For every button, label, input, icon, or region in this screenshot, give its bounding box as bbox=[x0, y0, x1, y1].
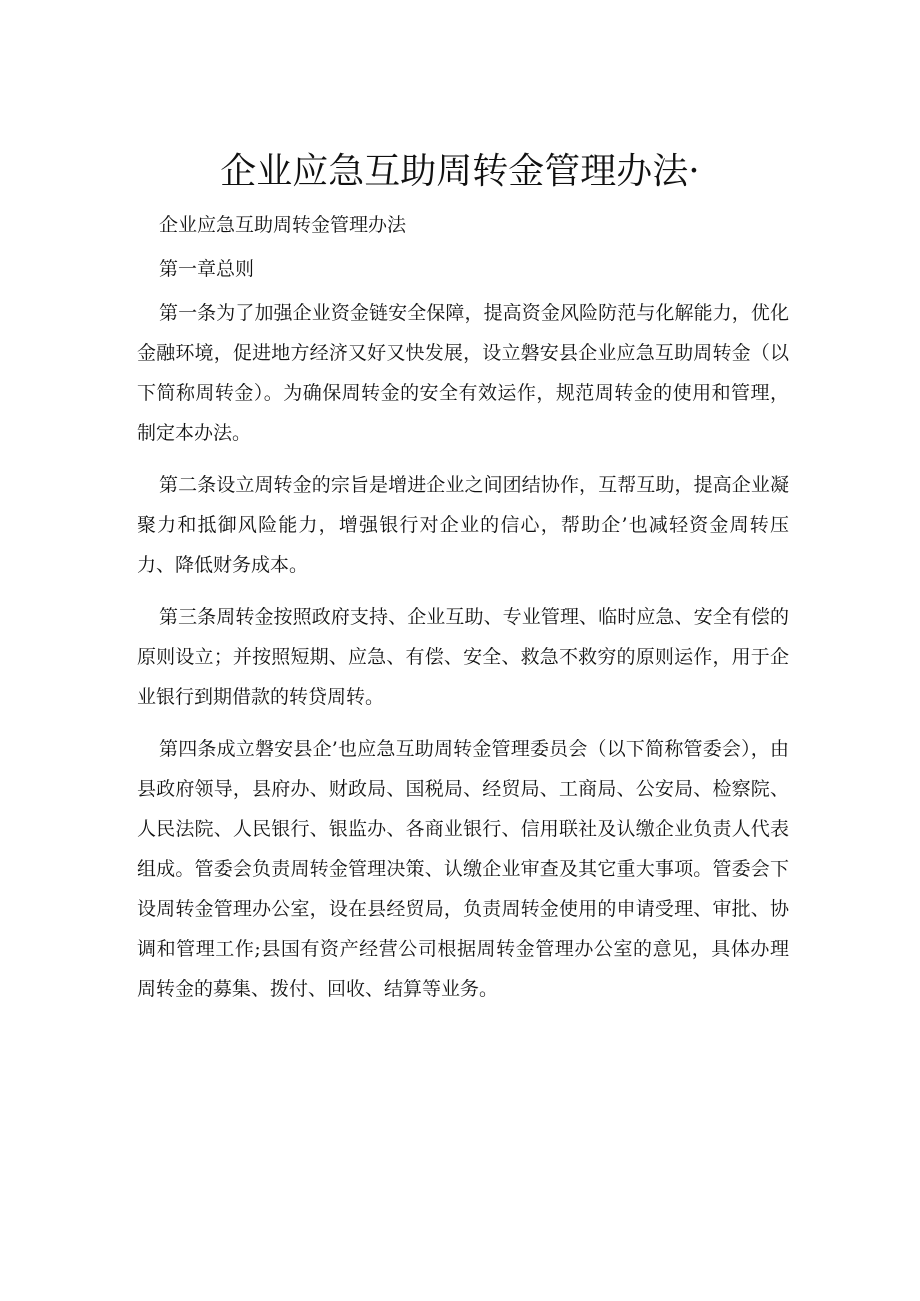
document-subtitle: 企业应急互助周转金管理办法 bbox=[159, 214, 407, 236]
chapter-heading: 第一章总则 bbox=[159, 258, 255, 280]
document-body bbox=[137, 205, 789, 1009]
article-3: 第三条周转金按照政府支持、企业互助、专业管理、临时应急、安全有偿的原则设立；并按照短期、应急、有偿、安全、救急不救穷的原则运作，用于企业银行到期借款的转贷周转。 bbox=[137, 606, 789, 708]
article-2: 第二条设立周转金的宗旨是增进企业之间团结协作，互帮互助，提高企业凝聚力和抵御风险能力，增强银行对企业的信心，帮助企’也减轻资金周转压力、降低财务成本。 bbox=[137, 474, 789, 576]
article-1: 第一条为了加强企业资金链安全保障，提高资金风险防范与化解能力，优化金融环境，促进地方经济又好又快发展，设立磐安县企业应急互助周转金（以下简称周转金）。为确保周转金的安全有效运作，规范周转金的使用和管理，制定本办法。 bbox=[137, 302, 789, 444]
article-4: 第四条成立磐安县企’也应急互助周转金管理委员会（以下简称管委会），由县政府领导，县府办、财政局、国税局、经贸局、工商局、公安局、检察院、人民法院、人民银行、银监办、各商业银行、信用联社及认缴企业负责人代表组成。管委会负责周转金管理决策、认缴企业审查及其它重大事项。管委会下设周转金管理办公室，设在县经贸局，负责周转金使用的申请受理、审批、协调和管理工作;县国有资产经营公司根据周转金管理办公室的意见，具体办理周转金的募集、拨付、回收、结算等业务。 bbox=[137, 738, 789, 1000]
document-title: 企业应急互助周转金管理办法· bbox=[220, 151, 700, 193]
